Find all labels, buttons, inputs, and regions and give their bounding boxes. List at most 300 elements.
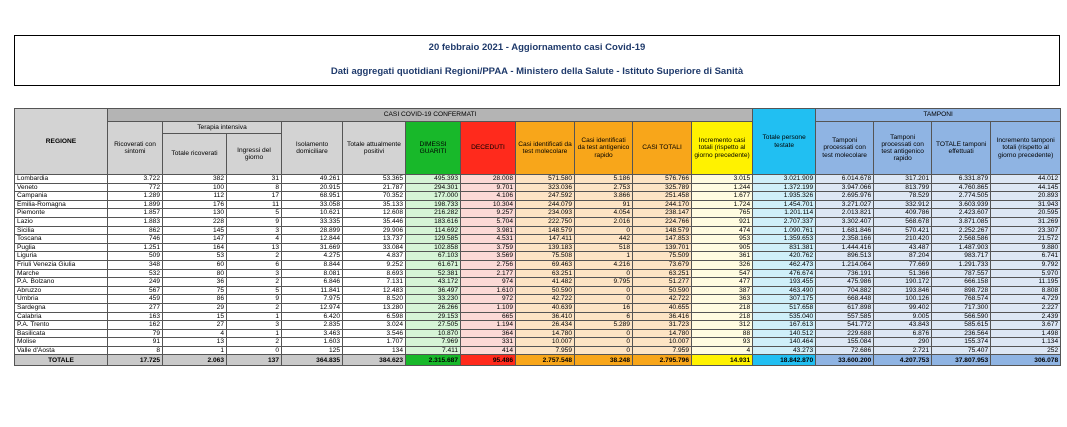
table-cell: 162 [108, 321, 163, 330]
totals-cell: 384.623 [343, 355, 406, 366]
table-cell: 35.446 [343, 217, 406, 226]
table-cell: 4 [692, 346, 753, 355]
table-row [15, 303, 1061, 312]
table-cell: 2 [227, 338, 282, 347]
column-header-home-isolation: Isolamento domiciliare [282, 122, 343, 175]
table-cell: 5.186 [575, 175, 633, 184]
column-header-icu-total: Totale ricoverati [163, 134, 227, 175]
totals-cell: 95.486 [461, 355, 516, 366]
table-cell: 147.853 [633, 235, 692, 244]
table-cell: 16 [575, 303, 633, 312]
table-cell: 2.013.821 [816, 209, 874, 218]
table-row [15, 329, 1061, 338]
table-cell: 576.766 [633, 175, 692, 184]
totals-cell: 306.078 [991, 355, 1061, 366]
table-cell: 26.266 [406, 303, 461, 312]
table-cell: 100.126 [874, 295, 932, 304]
table-cell: 8.081 [282, 269, 343, 278]
table-cell: 617.898 [816, 303, 874, 312]
table-cell: 63.251 [516, 269, 575, 278]
table-cell: 382 [163, 175, 227, 184]
table-cell: 49.261 [282, 175, 343, 184]
table-cell: 3 [227, 226, 282, 235]
group-header-confirmed: CASI COVID-19 CONFERMATI [108, 109, 753, 122]
table-cell: 222.750 [516, 217, 575, 226]
table-cell: 91 [575, 200, 633, 209]
table-cell: 0 [227, 346, 282, 355]
table-cell: 3.677 [991, 321, 1061, 330]
table-cell: 1 [227, 329, 282, 338]
table-cell: 244.079 [516, 200, 575, 209]
table-cell: 42.722 [633, 295, 692, 304]
table-row [15, 192, 1061, 201]
table-cell: 114.692 [406, 226, 461, 235]
table-cell: 93 [692, 338, 753, 347]
region-name: Campania [15, 192, 108, 201]
column-header-recovered: DIMESSI GUARITI [406, 122, 461, 175]
table-cell: 557.585 [816, 312, 874, 321]
table-cell: 2.439 [991, 312, 1061, 321]
table-row [15, 217, 1061, 226]
table-cell: 36.497 [406, 286, 461, 295]
table-cell: 14.780 [633, 329, 692, 338]
region-name: P.A. Trento [15, 321, 108, 330]
table-cell: 41.482 [516, 278, 575, 287]
table-cell: 665 [461, 312, 516, 321]
table-cell: 4 [163, 329, 227, 338]
column-header-swabs-antigen: Tamponi processati con test antigenico rapido [874, 122, 932, 175]
table-cell: 198.733 [406, 200, 461, 209]
column-header-swabs-increase: Incremento tamponi totali (rispetto al giorno precedente) [991, 122, 1061, 175]
table-cell: 896.513 [816, 252, 874, 261]
report-subtitle: Dati aggregati quotidiani Regioni/PPAA - Ministero della Salute - Istituto Superiore di Sanità [330, 66, 744, 77]
table-cell: 2.252.267 [932, 226, 991, 235]
table-cell: 6.598 [343, 312, 406, 321]
region-name: Marche [15, 269, 108, 278]
table-cell: 218 [692, 303, 753, 312]
region-name: Abruzzo [15, 286, 108, 295]
table-row [15, 260, 1061, 269]
table-cell: 332.912 [874, 200, 932, 209]
table-cell: 2 [227, 303, 282, 312]
table-cell: 3.947.066 [816, 183, 874, 192]
column-header-cases-molecular: Casi identificati da test molecolare [516, 122, 575, 175]
table-cell: 5 [227, 209, 282, 218]
table-cell: 570.421 [874, 226, 932, 235]
table-cell: 9.880 [991, 243, 1061, 252]
table-cell: 229.688 [816, 329, 874, 338]
table-cell: 134 [343, 346, 406, 355]
table-cell: 1.251 [108, 243, 163, 252]
table-cell: 36.410 [516, 312, 575, 321]
table-cell: 0 [575, 226, 633, 235]
region-name: Toscana [15, 235, 108, 244]
totals-cell: 2.315.687 [406, 355, 461, 366]
table-cell: 1.899 [108, 200, 163, 209]
table-cell: 983.717 [932, 252, 991, 261]
table-cell: 532 [108, 269, 163, 278]
table-cell: 40.639 [516, 303, 575, 312]
table-cell: 9.795 [575, 278, 633, 287]
totals-cell: 4.207.753 [874, 355, 932, 366]
table-cell: 21.787 [343, 183, 406, 192]
table-cell: 183.616 [406, 217, 461, 226]
table-cell: 72.686 [816, 346, 874, 355]
table-cell: 249 [108, 278, 163, 287]
table-cell: 566.590 [932, 312, 991, 321]
table-row [15, 269, 1061, 278]
table-cell: 31.723 [633, 321, 692, 330]
table-cell: 323.036 [516, 183, 575, 192]
column-header-deceased: DECEDUTI [461, 122, 516, 175]
table-cell: 517.658 [753, 303, 816, 312]
table-cell: 831.381 [753, 243, 816, 252]
region-name: Calabria [15, 312, 108, 321]
table-cell: 3.546 [343, 329, 406, 338]
table-cell: 1.603 [282, 338, 343, 347]
table-cell: 130 [163, 209, 227, 218]
table-cell: 568.678 [874, 217, 932, 226]
table-cell: 155.084 [816, 338, 874, 347]
table-cell: 20.915 [282, 183, 343, 192]
table-cell: 20.893 [991, 192, 1061, 201]
table-cell: 6 [575, 312, 633, 321]
table-cell: 325.789 [633, 183, 692, 192]
table-row [15, 175, 1061, 184]
table-cell: 3.722 [108, 175, 163, 184]
table-cell: 238.147 [633, 209, 692, 218]
table-cell: 921 [692, 217, 753, 226]
table-row [15, 338, 1061, 347]
table-cell: 7.959 [633, 346, 692, 355]
table-cell: 361 [692, 252, 753, 261]
table-cell: 495.393 [406, 175, 461, 184]
table-cell: 176 [163, 200, 227, 209]
table-cell: 147.411 [516, 235, 575, 244]
table-cell: 2.568.586 [932, 235, 991, 244]
table-row [15, 183, 1061, 192]
table-cell: 1.498 [991, 329, 1061, 338]
table-cell: 53 [163, 252, 227, 261]
table-cell: 317.201 [874, 175, 932, 184]
table-cell: 1.610 [461, 286, 516, 295]
table-cell: 0 [575, 269, 633, 278]
table-cell: 148.579 [516, 226, 575, 235]
table-cell: 29 [163, 303, 227, 312]
covid-data-table [14, 108, 1061, 366]
table-cell: 88 [692, 329, 753, 338]
table-cell: 10.621 [282, 209, 343, 218]
totals-cell: 17.725 [108, 355, 163, 366]
totals-label: TOTALE [15, 355, 108, 366]
table-cell: 6.331.879 [932, 175, 991, 184]
table-cell: 75 [163, 286, 227, 295]
table-cell: 476.674 [753, 269, 816, 278]
table-cell: 36.416 [633, 312, 692, 321]
table-cell: 33.058 [282, 200, 343, 209]
table-row [15, 235, 1061, 244]
table-cell: 44.145 [991, 183, 1061, 192]
region-name: Friuli Venezia Giulia [15, 260, 108, 269]
table-cell: 75.509 [633, 252, 692, 261]
table-cell: 1 [227, 312, 282, 321]
table-cell: 87.204 [874, 252, 932, 261]
table-cell: 862 [108, 226, 163, 235]
table-cell: 1 [575, 252, 633, 261]
table-cell: 4.106 [461, 192, 516, 201]
table-cell: 7.131 [343, 278, 406, 287]
table-cell: 177.000 [406, 192, 461, 201]
table-cell: 29.153 [406, 312, 461, 321]
table-cell: 6.014.678 [816, 175, 874, 184]
table-cell: 4.275 [282, 252, 343, 261]
table-cell: 3.569 [461, 252, 516, 261]
table-cell: 1.454.701 [753, 200, 816, 209]
table-cell: 535.040 [753, 312, 816, 321]
totals-cell: 18.842.870 [753, 355, 816, 366]
totals-cell: 364.835 [282, 355, 343, 366]
table-cell: 75.407 [932, 346, 991, 355]
table-cell: 91 [108, 338, 163, 347]
region-name: Sardegna [15, 303, 108, 312]
report-header [14, 35, 1060, 86]
table-cell: 1.677 [692, 192, 753, 201]
table-cell: 44.012 [991, 175, 1061, 184]
region-name: Veneto [15, 183, 108, 192]
table-cell: 974 [461, 278, 516, 287]
column-header-icu-new: Ingressi del giorno [227, 134, 282, 175]
table-cell: 163 [108, 312, 163, 321]
table-cell: 36 [163, 278, 227, 287]
table-cell: 129.585 [406, 235, 461, 244]
table-cell: 1.857 [108, 209, 163, 218]
table-cell: 10.304 [461, 200, 516, 209]
table-cell: 35.133 [343, 200, 406, 209]
table-cell: 11.195 [991, 278, 1061, 287]
table-cell: 68.951 [282, 192, 343, 201]
table-cell: 15 [163, 312, 227, 321]
table-cell: 363 [692, 295, 753, 304]
table-cell: 125 [282, 346, 343, 355]
table-cell: 1.244 [692, 183, 753, 192]
table-cell: 518 [575, 243, 633, 252]
table-cell: 236.564 [932, 329, 991, 338]
table-cell: 6.741 [991, 252, 1061, 261]
column-header-cases-antigen: Casi identificati da test antigenico rapido [575, 122, 633, 175]
table-row [15, 312, 1061, 321]
table-cell: 5.970 [991, 269, 1061, 278]
table-cell: 193.455 [753, 278, 816, 287]
column-header-people-tested: Totale persone testate [753, 109, 816, 175]
table-cell: 10.870 [406, 329, 461, 338]
table-cell: 290 [874, 338, 932, 347]
table-cell: 9.005 [874, 312, 932, 321]
table-cell: 2.423.607 [932, 209, 991, 218]
table-cell: 33.084 [343, 243, 406, 252]
table-cell: 1.291.733 [932, 260, 991, 269]
table-cell: 8.520 [343, 295, 406, 304]
table-cell: 167.613 [753, 321, 816, 330]
table-cell: 3.463 [282, 329, 343, 338]
table-cell: 4 [227, 235, 282, 244]
table-cell: 43.273 [753, 346, 816, 355]
table-cell: 0 [575, 329, 633, 338]
table-cell: 244.170 [633, 200, 692, 209]
table-cell: 972 [461, 295, 516, 304]
table-cell: 541.772 [816, 321, 874, 330]
table-row [15, 200, 1061, 209]
table-cell: 4.054 [575, 209, 633, 218]
table-cell: 67.103 [406, 252, 461, 261]
table-cell: 43.487 [874, 243, 932, 252]
table-cell: 1.359.653 [753, 235, 816, 244]
table-cell: 26.434 [516, 321, 575, 330]
table-cell: 147 [163, 235, 227, 244]
table-cell: 12.608 [343, 209, 406, 218]
table-cell: 717.300 [932, 303, 991, 312]
table-cell: 813.799 [874, 183, 932, 192]
region-name: Umbria [15, 295, 108, 304]
column-header-total-positive: Totale attualmente positivi [343, 122, 406, 175]
table-cell: 11.841 [282, 286, 343, 295]
table-cell: 1.090.761 [753, 226, 816, 235]
table-cell: 9.792 [991, 260, 1061, 269]
table-cell: 140.512 [753, 329, 816, 338]
table-cell: 234.093 [516, 209, 575, 218]
table-cell: 2.753 [575, 183, 633, 192]
table-cell: 252 [991, 346, 1061, 355]
table-cell: 5.289 [575, 321, 633, 330]
table-cell: 5 [227, 286, 282, 295]
table-cell: 9.701 [461, 183, 516, 192]
table-cell: 3.271.027 [816, 200, 874, 209]
table-cell: 3.866 [575, 192, 633, 201]
table-cell: 2 [227, 252, 282, 261]
table-cell: 8.844 [282, 260, 343, 269]
table-row [15, 209, 1061, 218]
region-name: Lazio [15, 217, 108, 226]
table-cell: 4.837 [343, 252, 406, 261]
table-cell: 9 [227, 217, 282, 226]
table-body [15, 175, 1061, 366]
table-row [15, 278, 1061, 287]
table-cell: 294.301 [406, 183, 461, 192]
table-cell: 420.762 [753, 252, 816, 261]
table-cell: 3.603.939 [932, 200, 991, 209]
table-cell: 70.352 [343, 192, 406, 201]
table-cell: 12.844 [282, 235, 343, 244]
table-cell: 312 [692, 321, 753, 330]
table-cell: 13 [227, 243, 282, 252]
table-row [15, 295, 1061, 304]
table-cell: 190.172 [874, 278, 932, 287]
table-cell: 6.420 [282, 312, 343, 321]
table-cell: 0 [575, 295, 633, 304]
table-cell: 21.572 [991, 235, 1061, 244]
table-cell: 164 [163, 243, 227, 252]
table-cell: 31.269 [991, 217, 1061, 226]
table-cell: 27 [163, 321, 227, 330]
table-cell: 7.975 [282, 295, 343, 304]
totals-cell: 2.063 [163, 355, 227, 366]
table-cell: 585.615 [932, 321, 991, 330]
table-cell: 218 [692, 312, 753, 321]
region-name: Emilia-Romagna [15, 200, 108, 209]
table-cell: 364 [461, 329, 516, 338]
table-cell: 509 [108, 252, 163, 261]
table-cell: 51.277 [633, 278, 692, 287]
region-name: Liguria [15, 252, 108, 261]
table-cell: 61.671 [406, 260, 461, 269]
table-row [15, 252, 1061, 261]
table-cell: 2.227 [991, 303, 1061, 312]
table-cell: 78.529 [874, 192, 932, 201]
table-cell: 1.487.903 [932, 243, 991, 252]
region-name: Valle d'Aosta [15, 346, 108, 355]
column-header-swabs-total: TOTALE tamponi effettuati [932, 122, 991, 175]
table-cell: 140.464 [753, 338, 816, 347]
column-header-region: REGIONE [15, 109, 108, 175]
table-cell: 442 [575, 235, 633, 244]
table-cell: 2.016 [575, 217, 633, 226]
report-title: 20 febbraio 2021 - Aggiornamento casi Covid-19 [428, 42, 646, 53]
table-cell: 40.655 [633, 303, 692, 312]
table-cell: 12.974 [282, 303, 343, 312]
totals-cell: 137 [227, 355, 282, 366]
table-cell: 1 [163, 346, 227, 355]
table-cell: 2.358.166 [816, 235, 874, 244]
table-cell: 3.871.085 [932, 217, 991, 226]
totals-cell: 2.757.548 [516, 355, 575, 366]
table-cell: 414 [461, 346, 516, 355]
table-cell: 4.729 [991, 295, 1061, 304]
table-cell: 571.580 [516, 175, 575, 184]
table-cell: 736.191 [816, 269, 874, 278]
table-cell: 148.579 [633, 226, 692, 235]
table-row [15, 243, 1061, 252]
table-cell: 3.021.909 [753, 175, 816, 184]
table-cell: 102.858 [406, 243, 461, 252]
table-cell: 23.307 [991, 226, 1061, 235]
table-cell: 2.707.337 [753, 217, 816, 226]
table-cell: 2.756 [461, 260, 516, 269]
table-cell: 3.015 [692, 175, 753, 184]
table-cell: 704.882 [816, 286, 874, 295]
table-cell: 60 [163, 260, 227, 269]
table-cell: 1.201.114 [753, 209, 816, 218]
table-cell: 63.251 [633, 269, 692, 278]
table-cell: 9.252 [343, 260, 406, 269]
table-cell: 1.681.846 [816, 226, 874, 235]
table-cell: 17 [227, 192, 282, 201]
table-cell: 99.402 [874, 303, 932, 312]
table-cell: 666.158 [932, 278, 991, 287]
table-row [15, 286, 1061, 295]
table-cell: 463.490 [753, 286, 816, 295]
table-cell: 1.289 [108, 192, 163, 201]
table-cell: 13.737 [343, 235, 406, 244]
table-cell: 768.574 [932, 295, 991, 304]
group-header-intensive: Terapia intensiva [163, 122, 282, 134]
table-cell: 216.282 [406, 209, 461, 218]
table-cell: 6 [227, 260, 282, 269]
table-cell: 33.335 [282, 217, 343, 226]
table-cell: 307.175 [753, 295, 816, 304]
totals-cell: 14.931 [692, 355, 753, 366]
table-cell: 52.381 [406, 269, 461, 278]
table-cell: 50.590 [516, 286, 575, 295]
table-cell: 20.595 [991, 209, 1061, 218]
